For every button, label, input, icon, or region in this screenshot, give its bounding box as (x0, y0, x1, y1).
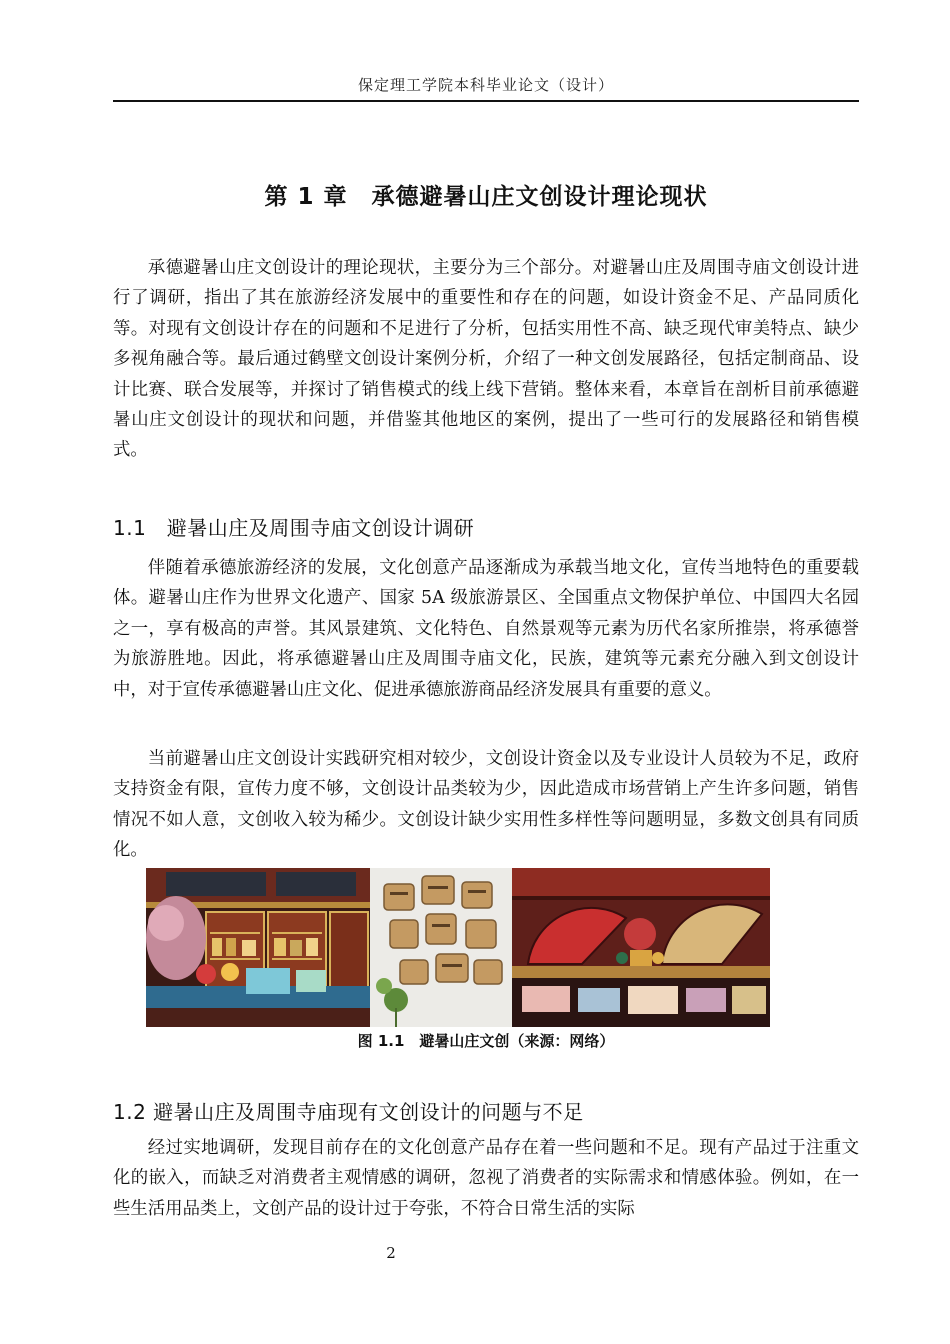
chapter-title: 第 1 章 承德避暑山庄文创设计理论现状 (264, 184, 708, 210)
intro-paragraph: 承德避暑山庄文创设计的理论现状，主要分为三个部分。对避暑山庄及周围寺庙文创设计进行了调研，指出了其在旅游经济发展中的重要性和存在的问题，如设计资金不足、产品同质化等。对现有文创设计存在的问题和不足进行了分析，包括实用性不高、缺乏现代审美特点、缺少多视角融合等。最后通过鹤壁文创设计案例分析，介绍了一种文创发展路径，包括定制商品、设计比赛、联合发展等，并探讨了销售模式的线上线下营销。整体来看，本章旨在剖析目前承德避暑山庄文创设计的现状和问题，并借鉴其他地区的案例，提出了一些可行的发展路径和销售模式。 (113, 258, 859, 461)
page-number: 2 (386, 1244, 396, 1262)
running-header: 保定理工学院本科毕业论文（设计） (357, 76, 614, 94)
figure-caption: 图 1.1 避暑山庄文创（来源：网络） (357, 1032, 615, 1050)
section-1-1-paragraph-1: 伴随着承德旅游经济的发展，文化创意产品逐渐成为承载当地文化，宣传当地特色的重要载体。避暑山庄作为世界文化遗产、国家 5A 级旅游景区、全国重点文物保护单位、中国四大名园之一，享有极高的声誉。其风景建筑、文化特色、自然景观等元素为历代名家所推崇，将承德誉为旅游胜地。因此，将承德避暑山庄及周围寺庙文化，民族，建筑等元素充分融入到文创设计中，对于宣传承德避暑山庄文化、促进承德旅游商品经济发展具有重要的意义。 (113, 558, 859, 700)
section-heading-1-2: 1.2 避暑山庄及周围寺庙现有文创设计的问题与不足 (113, 1100, 584, 1124)
section-1-2-paragraph-1: 经过实地调研，发现目前存在的文化创意产品存在着一些问题和不足。现有产品过于注重文化的嵌入，而缺乏对消费者主观情感的调研，忽视了消费者的实际需求和情感体验。例如，在一些生活用品类上，文创产品的设计过于夸张，不符合日常生活的实际 (113, 1138, 859, 1219)
section-1-1-paragraph-2: 当前避暑山庄文创设计实践研究相对较少，文创设计资金以及专业设计人员较为不足，政府支持资金有限，宣传力度不够，文创设计品类较为少，因此造成市场营销上产生许多问题，销售情况不如人意，文创收入较为稀少。文创设计缺少实用性多样性等问题明显，多数文创具有同质化。 (113, 749, 859, 861)
shop-shelves-photo (146, 868, 370, 1027)
fans-display-photo (512, 868, 770, 1027)
section-heading-1-1: 1.1 避暑山庄及周围寺庙文创设计调研 (113, 516, 475, 540)
header-divider (113, 100, 859, 102)
figure-1-1-photos (146, 868, 770, 1027)
carved-plaques-photo (370, 868, 512, 1027)
